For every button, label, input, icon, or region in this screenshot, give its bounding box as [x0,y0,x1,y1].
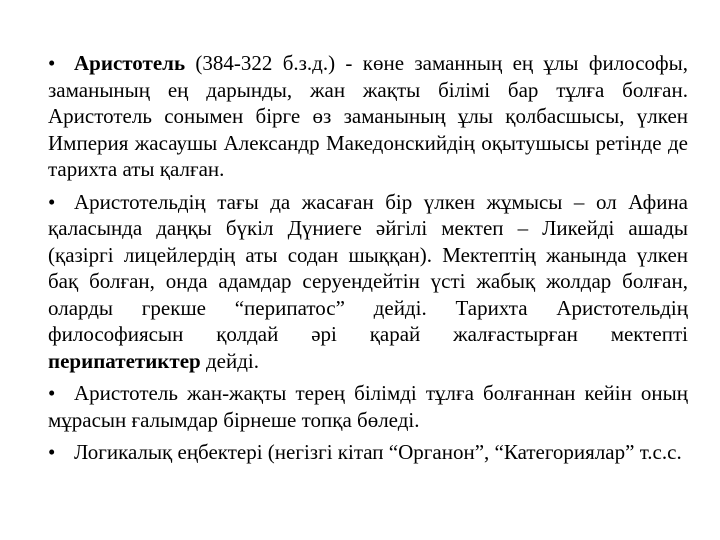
bullet-icon: • [48,381,56,405]
bold-term-aristotle: Аристотель [74,51,186,75]
paragraph-1 [48,50,688,183]
text-body [48,50,688,472]
paragraph-4-text: Логикалық еңбектері (негізгі кітап “Органон”, “Категориялар” т.с.с. [74,440,682,464]
paragraph-3 [48,380,688,433]
bullet-icon: • [48,189,56,214]
paragraph-4 [48,439,688,466]
paragraph-3-text: Аристотель жан-жақты терең білімді тұлға болғаннан кейін оның мұрасын ғалымдар бірнеше топқа бөледі. [48,381,688,432]
bullet-icon: • [48,440,56,464]
bullet-icon: • [48,51,56,75]
paragraph-2-tail: дейді. [200,348,259,373]
paragraph-1-text: (384-322 б.з.д.) - көне заманның ең ұлы философы, заманының ең дарынды, жан жақты білімі бар тұлға болған. Аристотель сонымен бірге өз заманының ұлы қолбасшысы, үлкен Империя жасаушы Александр Македонскийдің оқытушысы ретінде де тарихта аты қалған. [48,51,688,181]
bold-term-peripatetics: перипатетиктер [48,348,201,373]
paragraph-2 [48,189,688,375]
paragraph-2-text: Аристотельдің тағы да жасаған бір үлкен жұмысы – ол Афина қаласында даңқы бүкіл Дүниеге әйгілі мектеп – Ликейді ашады (қазіргі лицейлердің аты содан шыққан). Мектептің жанында үлкен бақ болған, онда адамдар серуендейтін үсті жабық жолдар болған, оларды грекше “перипатос” дейді. Тарихта Аристотельдің философиясын қолдай әрі қарай жалғастырған мектепті [48,189,688,346]
